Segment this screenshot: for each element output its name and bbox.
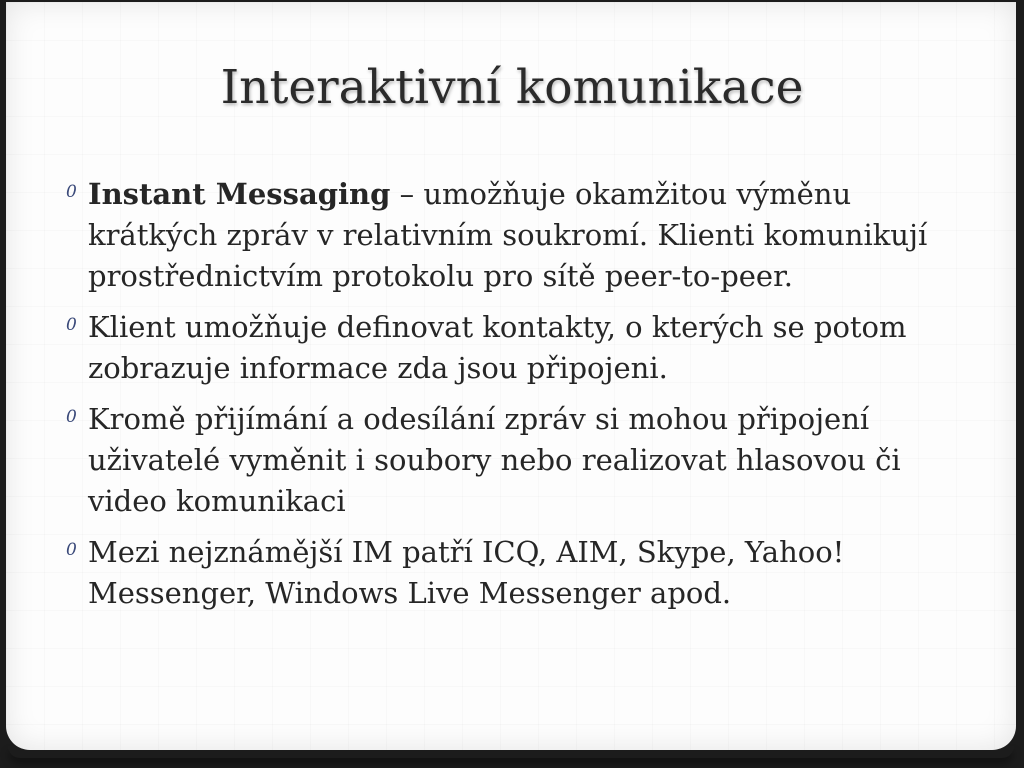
bullet-item xyxy=(66,174,956,297)
bullet-list xyxy=(66,174,956,624)
bullet-body: Klient umožňuje definovat kontakty, o kterých se potom zobrazuje informace zda jsou připojeni. xyxy=(88,310,907,385)
bullet-item xyxy=(66,399,956,522)
bullet-marker: 0 xyxy=(66,407,77,427)
bullet-item xyxy=(66,307,956,389)
slide-title: Interaktivní komunikace xyxy=(220,60,804,115)
bullet-text xyxy=(88,307,956,389)
bullet-text xyxy=(88,174,956,297)
bullet-body: Kromě přijímání a odesílání zpráv si mohou připojení uživatelé vyměnit i soubory nebo realizovat hlasovou či video komunikaci xyxy=(88,402,901,518)
bullet-item xyxy=(66,532,956,614)
bullet-marker: 0 xyxy=(66,540,77,560)
bullet-text xyxy=(88,532,956,614)
bullet-body: Mezi nejznámější IM patří ICQ, AIM, Skype, Yahoo! Messenger, Windows Live Messenger apod. xyxy=(88,535,845,610)
bullet-marker: 0 xyxy=(66,315,77,335)
bullet-bold-term: Instant Messaging xyxy=(88,177,391,211)
bullet-marker: 0 xyxy=(66,182,77,202)
bullet-text xyxy=(88,399,956,522)
bullet-body: – umožňuje okamžitou výměnu krátkých zpráv v relativním soukromí. Klienti komunikují prostřednictvím protokolu pro sítě peer-to-peer. xyxy=(88,177,928,293)
